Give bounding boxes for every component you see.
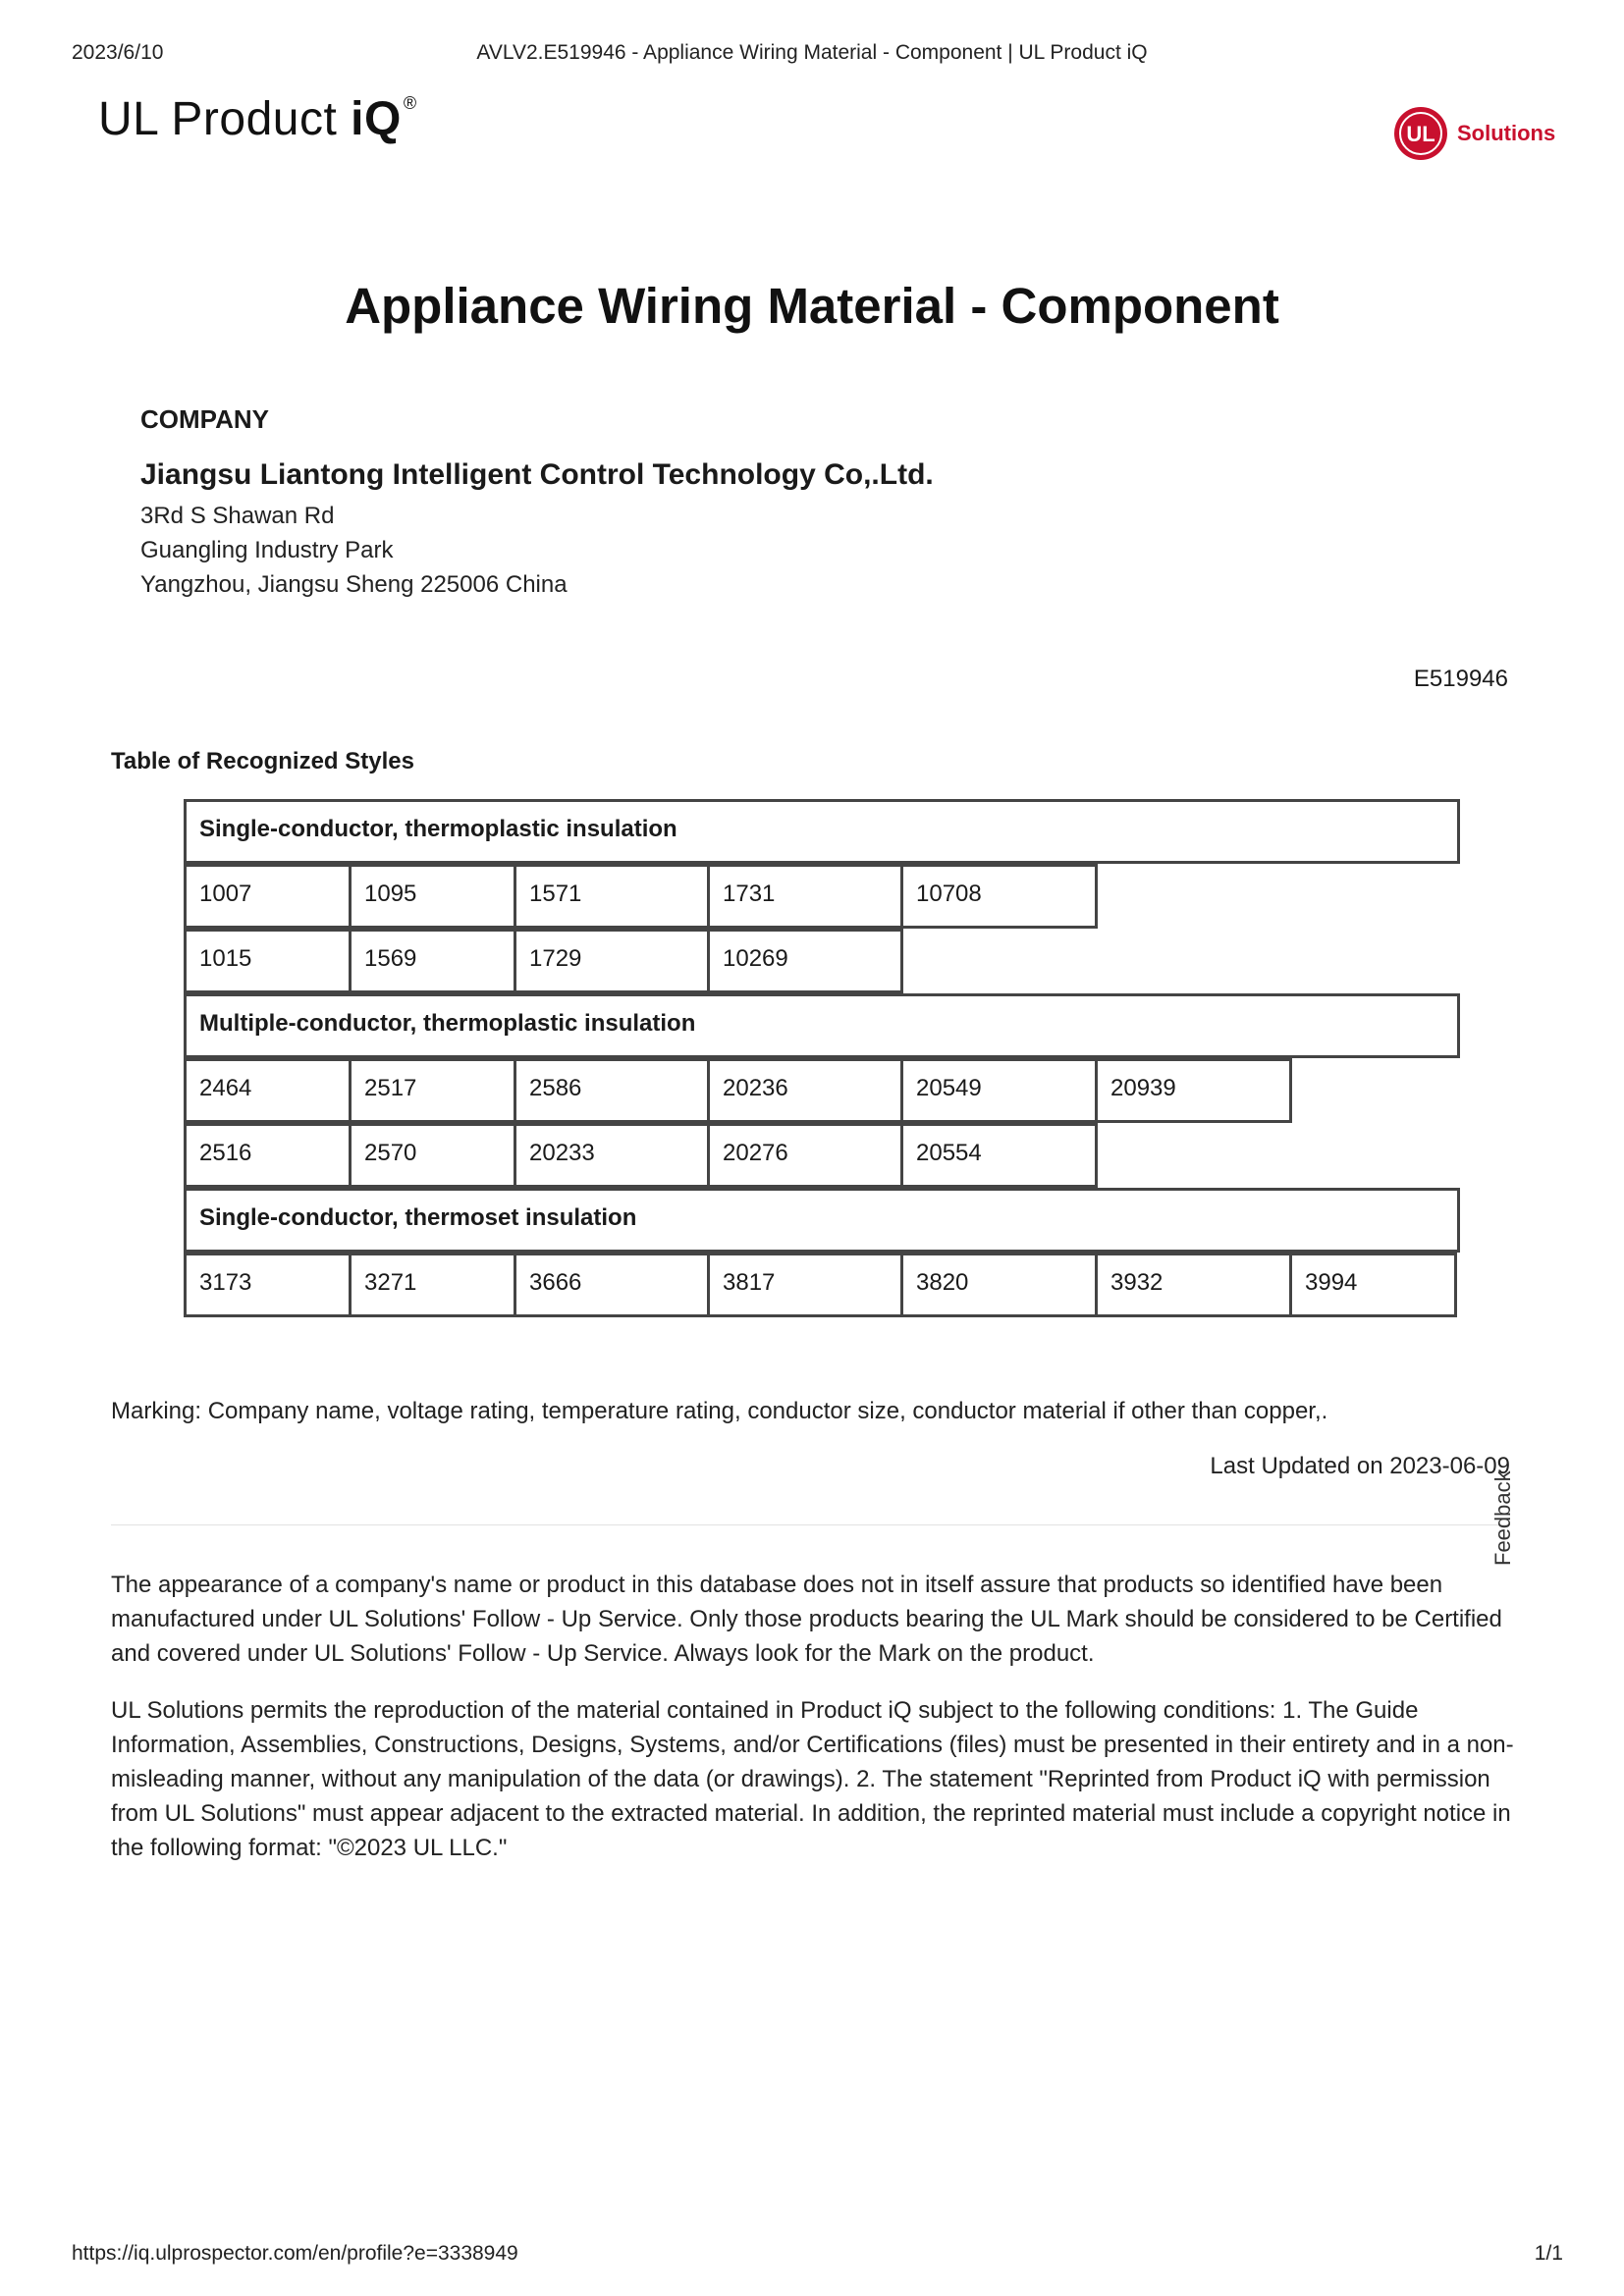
table-cell: 2570	[349, 1123, 516, 1188]
print-page-title: AVLV2.E519946 - Appliance Wiring Material - Component | UL Product iQ	[476, 41, 1148, 64]
table-cell: 3932	[1095, 1253, 1292, 1317]
table-cell: 2464	[184, 1058, 352, 1123]
table-cell: 20554	[900, 1123, 1098, 1188]
feedback-tab[interactable]: Feedback	[1490, 1470, 1515, 1566]
recognized-styles-table	[184, 799, 1460, 1317]
ul-product-iq-logo[interactable]	[98, 92, 417, 146]
company-name: Jiangsu Liantong Intelligent Control Technology Co,.Ltd.	[140, 458, 934, 491]
table-cell: 1015	[184, 929, 352, 993]
table-cell: 20276	[707, 1123, 903, 1188]
table-cell: 3173	[184, 1253, 352, 1317]
table-cell: 3271	[349, 1253, 516, 1317]
section-header: Multiple-conductor, thermoplastic insulation	[184, 993, 1460, 1058]
address-line-2: Guangling Industry Park	[140, 537, 394, 563]
registered-mark: ®	[403, 93, 417, 113]
table-cell: 2516	[184, 1123, 352, 1188]
table-cell: 2517	[349, 1058, 516, 1123]
ul-solutions-logo[interactable]	[1392, 105, 1555, 162]
table-cell: 10708	[900, 864, 1098, 929]
company-heading: COMPANY	[140, 404, 269, 434]
table-cell: 3666	[514, 1253, 710, 1317]
footer-page-number: 1/1	[1534, 2242, 1563, 2265]
address-line-1: 3Rd S Shawan Rd	[140, 503, 335, 529]
table-title: Table of Recognized Styles	[111, 748, 414, 774]
table-cell: 1007	[184, 864, 352, 929]
table-cell: 3817	[707, 1253, 903, 1317]
print-date: 2023/6/10	[72, 41, 164, 64]
marking-note: Marking: Company name, voltage rating, temperature rating, conductor size, conductor material if other than copper,.	[111, 1398, 1328, 1424]
section-header: Single-conductor, thermoplastic insulation	[184, 799, 1460, 864]
address-line-3: Yangzhou, Jiangsu Sheng 225006 China	[140, 571, 568, 598]
section-header: Single-conductor, thermoset insulation	[184, 1188, 1460, 1253]
badge-text: UL	[1406, 122, 1435, 146]
table-cell: 3994	[1289, 1253, 1457, 1317]
solutions-label: Solutions	[1457, 121, 1556, 145]
page-title: Appliance Wiring Material - Component	[345, 278, 1279, 334]
ul-badge-icon	[1392, 105, 1449, 162]
disclaimer-paragraph: The appearance of a company's name or product in this database does not in itself assure that products so identified have been manufactured under UL Solutions' Follow - Up Service. Only those products bearing the UL Mark should be considered to be Certified and covered under UL Solutions' Follow - Up Service. Always look for the Mark on the product.	[111, 1572, 1502, 1667]
divider	[111, 1524, 1510, 1525]
table-cell: 10269	[707, 929, 903, 993]
table-cell: 1571	[514, 864, 710, 929]
logo-text: UL Product	[98, 93, 352, 145]
table-cell: 20233	[514, 1123, 710, 1188]
table-cell: 20549	[900, 1058, 1098, 1123]
table-cell: 1731	[707, 864, 903, 929]
file-number: E519946	[1413, 666, 1508, 692]
disclaimer-paragraph: UL Solutions permits the reproduction of the material contained in Product iQ subject to the following conditions: 1. The Guide Information, Assemblies, Constructions, Designs, Systems, and/or Certifications (files) must be presented in their entirety and in a non-misleading manner, without any manipulation of the data (or drawings). 2. The statement "Reprinted from Product iQ with permission from UL Solutions" must appear adjacent to the extracted material. In addition, the reprinted material must include a copyright notice in the following format: "©2023 UL LLC."	[111, 1697, 1514, 1861]
table-cell: 1569	[349, 929, 516, 993]
table-cell: 2586	[514, 1058, 710, 1123]
table-cell: 3820	[900, 1253, 1098, 1317]
table-cell: 20939	[1095, 1058, 1292, 1123]
table-cell: 1095	[349, 864, 516, 929]
table-cell: 20236	[707, 1058, 903, 1123]
footer-url: https://iq.ulprospector.com/en/profile?e=3338949	[72, 2242, 518, 2265]
logo-iq: iQ	[351, 93, 402, 145]
last-updated: Last Updated on 2023-06-09	[1210, 1453, 1510, 1479]
table-cell: 1729	[514, 929, 710, 993]
